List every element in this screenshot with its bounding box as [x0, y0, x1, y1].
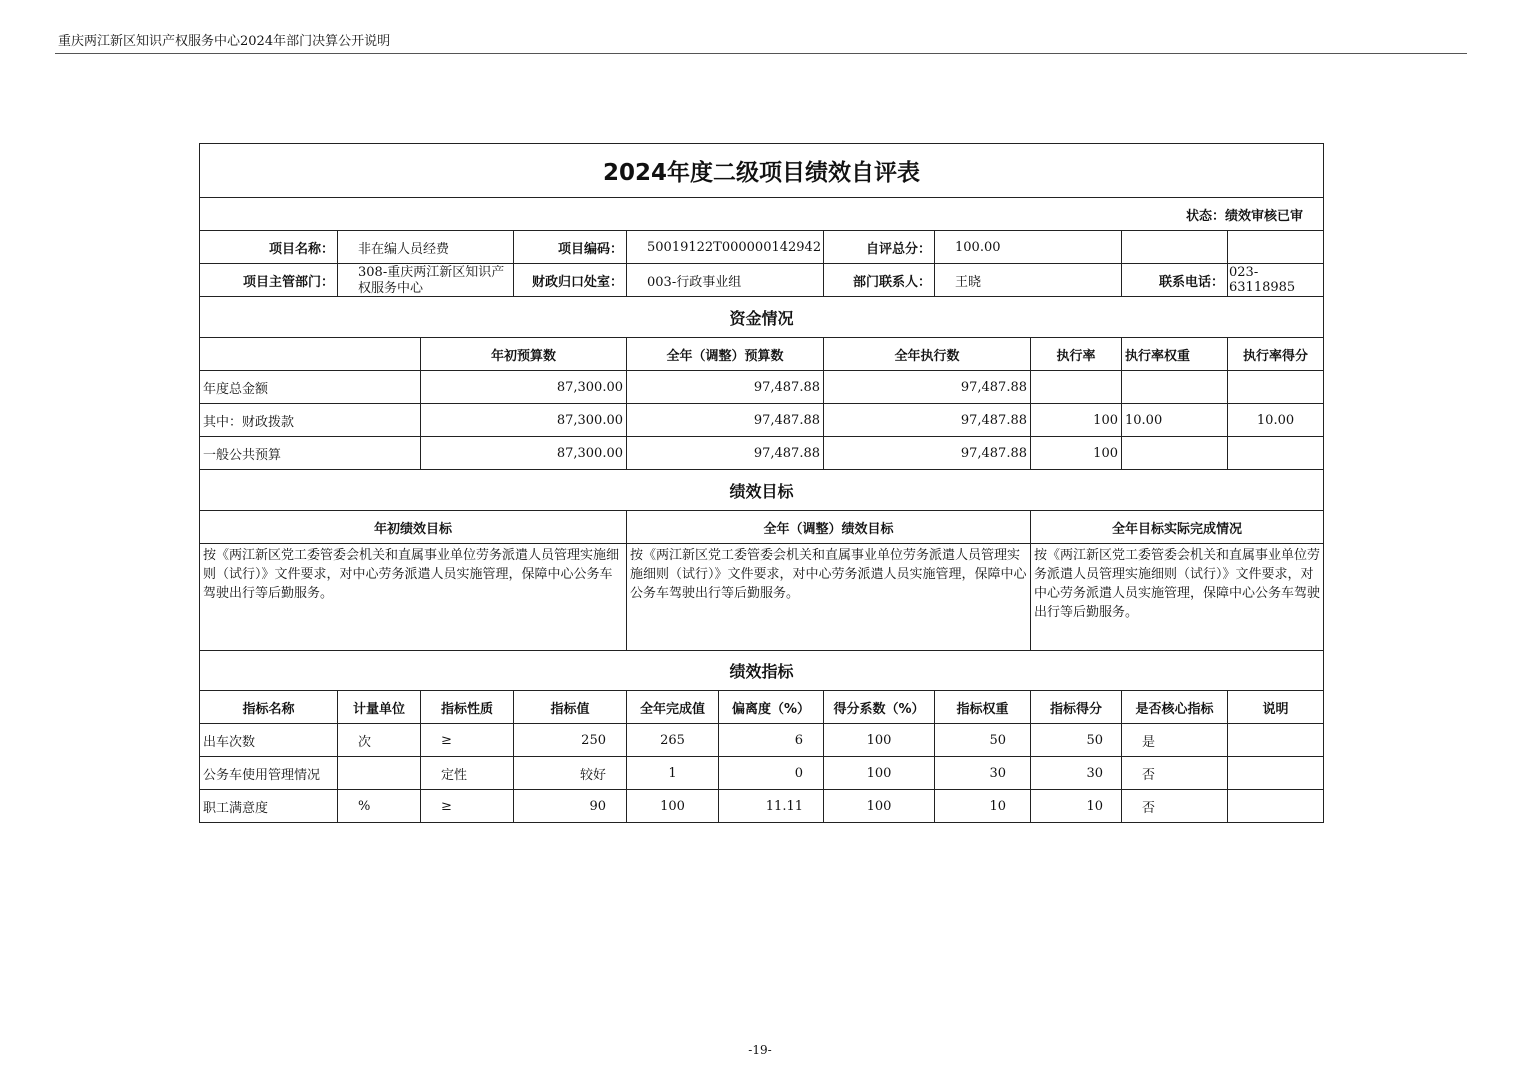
ind-row-core: 否: [1122, 790, 1228, 823]
ind-row-score: 50: [1031, 724, 1122, 757]
table-row: [200, 371, 1324, 404]
page-number: -19-: [748, 1043, 772, 1057]
funds-row-weight: 10.00: [1122, 404, 1228, 437]
ind-header-nature: 指标性质: [421, 691, 514, 724]
funds-row-adjusted: 97,487.88: [627, 404, 824, 437]
funds-row-adjusted: 97,487.88: [627, 437, 824, 470]
table-row: [200, 790, 1324, 823]
funds-row-initial: 87,300.00: [421, 437, 627, 470]
funds-row-score: [1228, 437, 1324, 470]
ind-row-score: 10: [1031, 790, 1122, 823]
funds-row-score: [1228, 371, 1324, 404]
dept-label: 项目主管部门：: [200, 264, 338, 297]
ind-row-unit: [338, 757, 421, 790]
funds-header-rate: 执行率: [1031, 338, 1122, 371]
finance-value: 003-行政事业组: [627, 264, 824, 297]
ind-row-name: 职工满意度: [200, 790, 338, 823]
goals-actual-text: 按《两江新区党工委管委会机关和直属事业单位劳务派遣人员管理实施细则（试行）》文件要求，对中心劳务派遣人员实施管理，保障中心公务车驾驶出行等后勤服务。: [1031, 544, 1324, 651]
funds-header-weight: 执行率权重: [1122, 338, 1228, 371]
status-badge: 状态：绩效审核已审: [200, 198, 1324, 231]
ind-row-unit: 次: [338, 724, 421, 757]
table-row: [200, 404, 1324, 437]
ind-row-weight: 50: [935, 724, 1031, 757]
goals-header-adjusted: 全年（调整）绩效目标: [627, 511, 1031, 544]
ind-row-value: 90: [514, 790, 627, 823]
header-divider: [55, 53, 1467, 54]
ind-row-coef: 100: [824, 790, 935, 823]
ind-row-dev: 11.11: [719, 790, 824, 823]
performance-evaluation-table: [199, 143, 1324, 823]
project-name-label: 项目名称：: [200, 231, 338, 264]
project-code-value: 50019122T000000142942: [627, 231, 824, 264]
funds-header-executed: 全年执行数: [824, 338, 1031, 371]
phone-value: 023-63118985: [1228, 264, 1324, 297]
ind-header-score: 指标得分: [1031, 691, 1122, 724]
ind-row-done: 100: [627, 790, 719, 823]
ind-row-dev: 0: [719, 757, 824, 790]
goals-header-actual: 全年目标实际完成情况: [1031, 511, 1324, 544]
empty-cell: [200, 338, 421, 371]
funds-header-adjusted: 全年（调整）预算数: [627, 338, 824, 371]
funds-row-name: 年度总金额: [200, 371, 421, 404]
ind-row-score: 30: [1031, 757, 1122, 790]
ind-row-core: 是: [1122, 724, 1228, 757]
self-score-value: 100.00: [935, 231, 1122, 264]
indicators-section-title: 绩效指标: [200, 651, 1324, 691]
ind-row-note: [1228, 757, 1324, 790]
ind-row-nature: ≥: [421, 724, 514, 757]
funds-section-title: 资金情况: [200, 297, 1324, 338]
goals-adjusted-text: 按《两江新区党工委管委会机关和直属事业单位劳务派遣人员管理实施细则（试行）》文件要求，对中心劳务派遣人员实施管理，保障中心公务车驾驶出行等后勤服务。: [627, 544, 1031, 651]
page-header-title: 重庆两江新区知识产权服务中心2024年部门决算公开说明: [58, 34, 391, 49]
funds-row-executed: 97,487.88: [824, 371, 1031, 404]
self-score-label: 自评总分：: [824, 231, 935, 264]
ind-row-weight: 30: [935, 757, 1031, 790]
contact-value: 王晓: [935, 264, 1122, 297]
ind-row-done: 265: [627, 724, 719, 757]
ind-header-name: 指标名称: [200, 691, 338, 724]
funds-row-initial: 87,300.00: [421, 404, 627, 437]
funds-row-rate: 100: [1031, 404, 1122, 437]
funds-header-score: 执行率得分: [1228, 338, 1324, 371]
ind-row-dev: 6: [719, 724, 824, 757]
goals-section-title: 绩效目标: [200, 470, 1324, 511]
dept-value: 308-重庆两江新区知识产权服务中心: [358, 264, 505, 296]
ind-row-weight: 10: [935, 790, 1031, 823]
ind-header-coef: 得分系数（%）: [824, 691, 935, 724]
ind-header-weight: 指标权重: [935, 691, 1031, 724]
ind-row-nature: ≥: [421, 790, 514, 823]
ind-row-unit: %: [338, 790, 421, 823]
ind-row-coef: 100: [824, 757, 935, 790]
ind-row-note: [1228, 790, 1324, 823]
ind-row-value: 较好: [514, 757, 627, 790]
ind-header-done: 全年完成值: [627, 691, 719, 724]
ind-header-dev: 偏离度（%）: [719, 691, 824, 724]
funds-row-name: 其中：财政拨款: [200, 404, 421, 437]
project-name-value: 非在编人员经费: [338, 231, 514, 264]
table-row: [200, 724, 1324, 757]
table-row: [200, 757, 1324, 790]
funds-row-adjusted: 97,487.88: [627, 371, 824, 404]
funds-row-score: 10.00: [1228, 404, 1324, 437]
funds-row-weight: [1122, 371, 1228, 404]
contact-label: 部门联系人：: [824, 264, 935, 297]
ind-row-core: 否: [1122, 757, 1228, 790]
goals-initial-text: 按《两江新区党工委管委会机关和直属事业单位劳务派遣人员管理实施细则（试行）》文件要求，对中心劳务派遣人员实施管理，保障中心公务车驾驶出行等后勤服务。: [200, 544, 627, 651]
empty-cell: [1228, 231, 1324, 264]
funds-row-name: 一般公共预算: [200, 437, 421, 470]
ind-header-value: 指标值: [514, 691, 627, 724]
ind-row-nature: 定性: [421, 757, 514, 790]
funds-row-initial: 87,300.00: [421, 371, 627, 404]
funds-header-initial: 年初预算数: [421, 338, 627, 371]
funds-row-executed: 97,487.88: [824, 404, 1031, 437]
ind-header-unit: 计量单位: [338, 691, 421, 724]
ind-row-note: [1228, 724, 1324, 757]
ind-row-name: 出车次数: [200, 724, 338, 757]
ind-row-done: 1: [627, 757, 719, 790]
funds-row-rate: 100: [1031, 437, 1122, 470]
ind-header-core: 是否核心指标: [1122, 691, 1228, 724]
ind-row-coef: 100: [824, 724, 935, 757]
project-code-label: 项目编码：: [514, 231, 627, 264]
finance-label: 财政归口处室：: [514, 264, 627, 297]
ind-header-note: 说明: [1228, 691, 1324, 724]
empty-cell: [1122, 231, 1228, 264]
table-title: 2024年度二级项目绩效自评表: [200, 144, 1324, 198]
ind-row-value: 250: [514, 724, 627, 757]
funds-row-rate: [1031, 371, 1122, 404]
funds-row-executed: 97,487.88: [824, 437, 1031, 470]
table-row: [200, 437, 1324, 470]
ind-row-name: 公务车使用管理情况: [200, 757, 338, 790]
goals-header-initial: 年初绩效目标: [200, 511, 627, 544]
phone-label: 联系电话：: [1122, 264, 1228, 297]
funds-row-weight: [1122, 437, 1228, 470]
